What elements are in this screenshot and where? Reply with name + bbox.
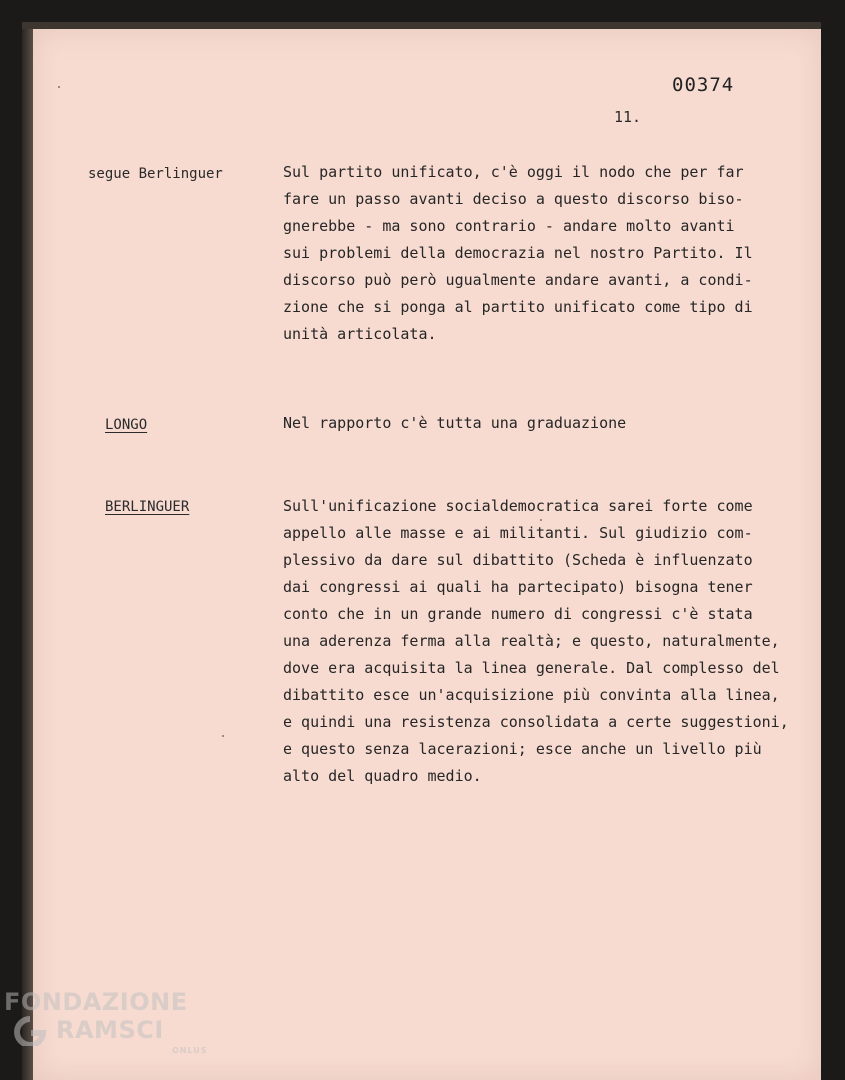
speech-line: fare un passo avanti deciso a questo discorso biso- bbox=[283, 190, 744, 208]
page-number: 11. bbox=[614, 108, 642, 126]
speech-line: Nel rapporto c'è tutta una graduazione bbox=[283, 414, 627, 432]
speech-line: discorso può però ugualmente andare avanti, a condi- bbox=[283, 271, 753, 289]
speech-line: una aderenza ferma alla realtà; e questo, naturalmente, bbox=[283, 632, 780, 650]
speech-line: e quindi una resistenza consolidata a certe suggestioni, bbox=[283, 713, 789, 731]
speech-block bbox=[283, 410, 626, 437]
watermark-line2: RAMSCI bbox=[56, 1016, 164, 1044]
speech-line: dibattito esce un'acquisizione più convinta alla linea, bbox=[283, 686, 780, 704]
speech-line: e questo senza lacerazioni; esce anche un livello più bbox=[283, 740, 762, 758]
page-left-edge bbox=[22, 22, 33, 1080]
speech-line: plessivo da dare sul dibattito (Scheda è influenzato bbox=[283, 551, 753, 569]
watermark-small: ONLUS bbox=[172, 1046, 208, 1055]
speaker-label: segue Berlinguer bbox=[88, 166, 223, 182]
speech-line: alto del quadro medio. bbox=[283, 767, 482, 785]
speech-block bbox=[283, 159, 753, 348]
speech-line: Sul partito unificato, c'è oggi il nodo che per far bbox=[283, 163, 744, 181]
speech-block bbox=[283, 493, 789, 790]
paper-speck bbox=[222, 735, 224, 737]
speech-line: Sull'unificazione socialdemocratica sarei forte come bbox=[283, 497, 753, 515]
speech-line: appello alle masse e ai militanti. Sul giudizio com- bbox=[283, 524, 753, 542]
speech-line: gnerebbe - ma sono contrario - andare molto avanti bbox=[283, 217, 735, 235]
speaker-label: LONGO bbox=[105, 417, 148, 433]
document-number: 00374 bbox=[672, 74, 735, 96]
speech-line: zione che si ponga al partito unificato come tipo di bbox=[283, 298, 753, 316]
paper-speck bbox=[58, 86, 60, 88]
speech-line: dai congressi ai quali ha partecipato) bisogna tener bbox=[283, 578, 753, 596]
speech-line: unità articolata. bbox=[283, 325, 437, 343]
speaker-label: BERLINGUER bbox=[105, 499, 190, 515]
speech-line: conto che in un grande numero di congressi c'è stata bbox=[283, 605, 753, 623]
speech-line: dove era acquisita la linea generale. Dal complesso del bbox=[283, 659, 780, 677]
page-top-edge bbox=[22, 22, 821, 29]
speech-line: sui problemi della democrazia nel nostro Partito. Il bbox=[283, 244, 753, 262]
watermark-line1: FONDAZIONE bbox=[4, 988, 188, 1016]
paper-speck bbox=[540, 519, 542, 521]
